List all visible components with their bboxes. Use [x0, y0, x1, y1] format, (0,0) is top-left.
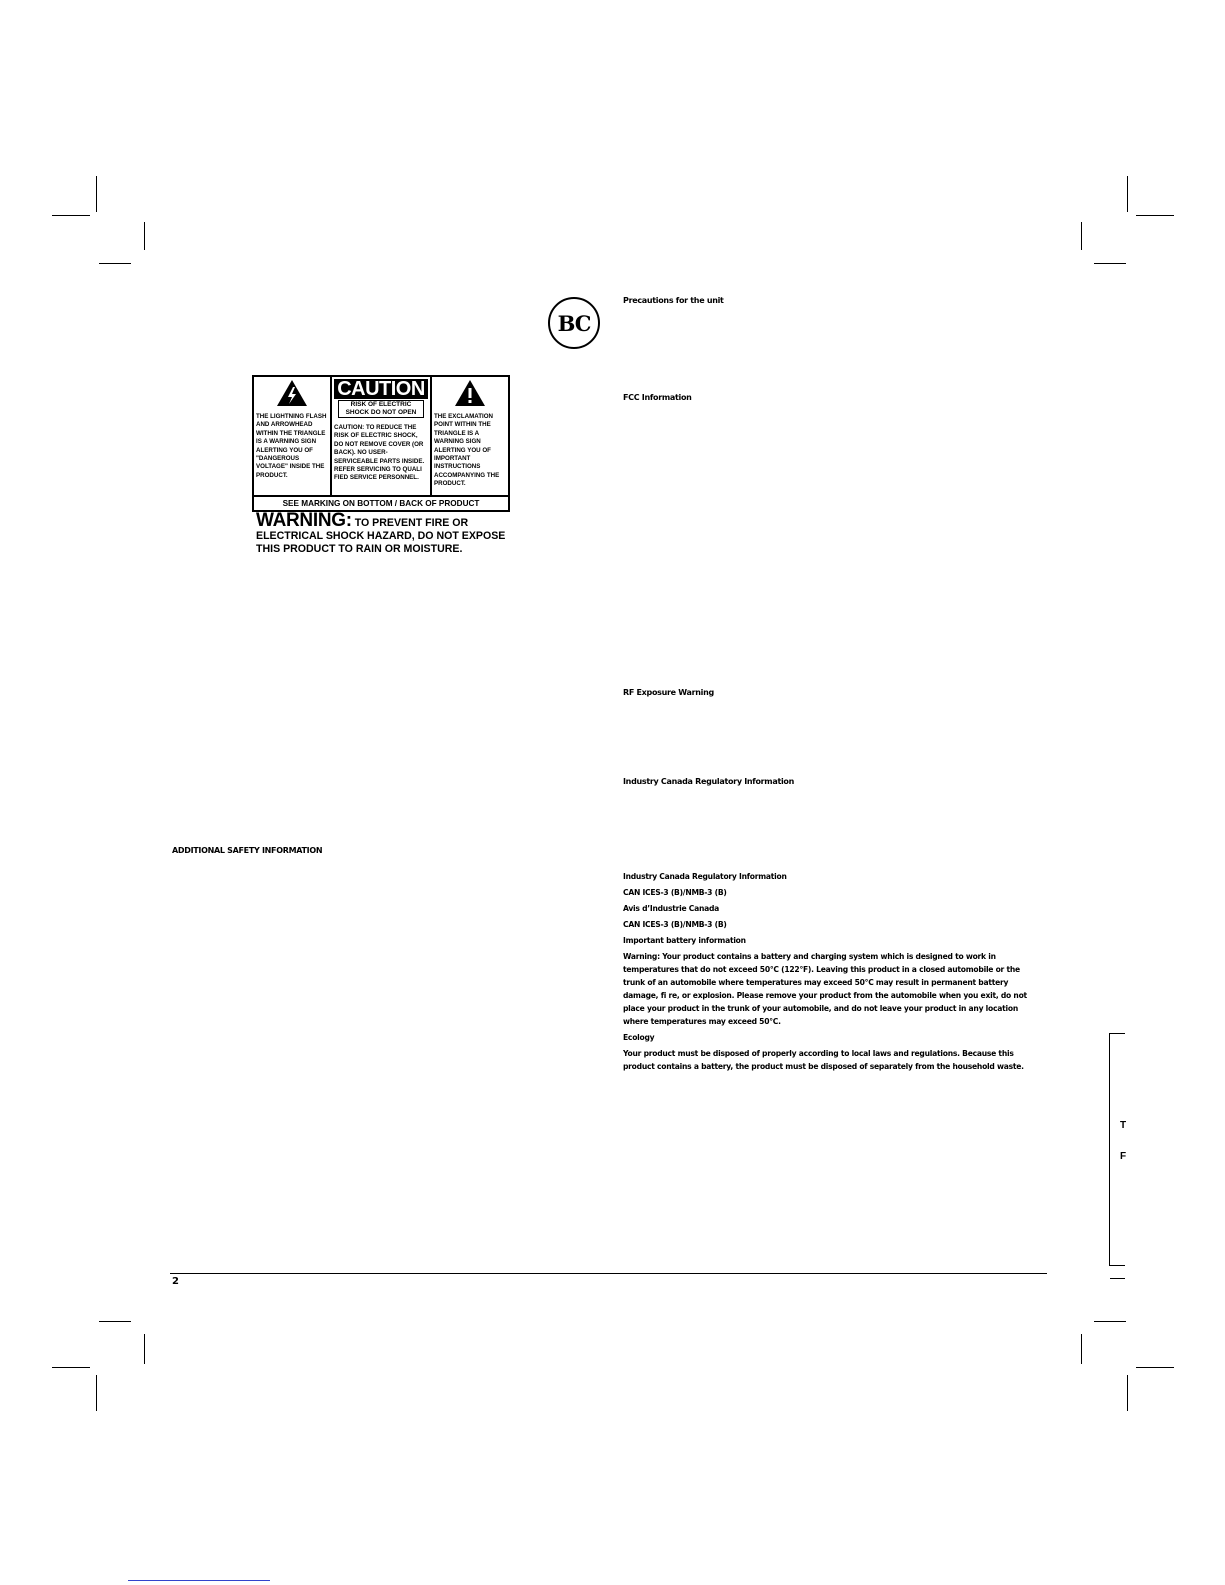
- caution-middle-panel: [332, 377, 432, 495]
- crop-mark: [144, 1334, 145, 1364]
- edge-rule: [1110, 1278, 1125, 1279]
- warning-word: WARNING:: [256, 510, 352, 531]
- caution-middle-text: CAUTION: TO REDUCE THE RISK OF ELECTRIC SHOCK, DO NOT REMOVE COVER (OR BACK). NO USER-SERVICEABLE PARTS INSIDE. REFER SERVICING TO QUALI FIED SERVICE PERSONNEL.: [334, 424, 425, 482]
- battery-line: place your product in the trunk of your automobile, and do not leave your product in any location: [623, 1004, 1018, 1013]
- warning-block: [256, 510, 516, 556]
- ecology-paragraph: [623, 1047, 1043, 1073]
- battery-line: trunk of an automobile where temperatures may exceed 50°C may result in permanent battery: [623, 978, 1009, 987]
- crop-mark: [1127, 1375, 1128, 1411]
- footer-rule: [170, 1273, 1047, 1274]
- crop-mark: [1094, 263, 1126, 264]
- link-underline: [128, 1580, 270, 1581]
- crop-mark: [1136, 1367, 1174, 1368]
- warning-text: TO PREVENT FIRE OR ELECTRICAL SHOCK HAZARD, DO NOT EXPOSE THIS PRODUCT TO RAIN OR MOISTURE.: [256, 517, 506, 555]
- crop-mark: [144, 222, 145, 250]
- caution-right-panel: [432, 377, 508, 495]
- caution-left-panel: [254, 377, 332, 495]
- caution-left-text: THE LIGHTNING FLASH AND ARROWHEAD WITHIN THE TRIANGLE IS A WARNING SIGN ALERTING YOU OF "DANGEROUS VOLTAGE" INSIDE THE PRODUCT.: [256, 413, 327, 479]
- battery-line: where temperatures may exceed 50°C.: [623, 1017, 781, 1026]
- precautions-heading: Precautions for the unit: [623, 296, 724, 305]
- caution-label: [252, 375, 510, 512]
- bc-logo: BC: [548, 297, 600, 349]
- can-ices-line: CAN ICES-3 (B)/NMB-3 (B): [623, 888, 727, 897]
- exclamation-triangle-icon: [454, 379, 486, 407]
- crop-mark: [1136, 215, 1174, 216]
- crop-mark: [52, 1367, 90, 1368]
- ecology-line: Your product must be disposed of properly according to local laws and regulations. Because this: [623, 1049, 1014, 1058]
- crop-mark: [96, 1375, 97, 1411]
- regulatory-block: [623, 870, 1043, 1073]
- page-edge-bracket: [1109, 1033, 1125, 1266]
- avis-industrie-canada: Avis d’Industrie Canada: [623, 904, 720, 913]
- crop-mark: [1081, 1334, 1082, 1364]
- battery-line: damage, fi re, or explosion. Please remove your product from the automobile when you exit, do not: [623, 991, 1027, 1000]
- caution-right-text: THE EXCLAMATION POINT WITHIN THE TRIANGLE IS A WARNING SIGN ALERTING YOU OF IMPORTANT INSTRUCTIONS ACCOMPANYING THE PRODUCT.: [434, 413, 500, 488]
- crop-mark: [96, 176, 97, 212]
- caution-subtitle: RISK OF ELECTRIC SHOCK DO NOT OPEN: [338, 400, 424, 418]
- rf-exposure-heading: RF Exposure Warning: [623, 688, 714, 697]
- battery-line: temperatures that do not exceed 50°C (122°F). Leaving this product in a closed automobile or the: [623, 965, 1020, 974]
- additional-safety-heading: ADDITIONAL SAFETY INFORMATION: [172, 846, 323, 855]
- battery-warning-paragraph: [623, 950, 1043, 1028]
- crop-mark: [1081, 222, 1082, 250]
- caution-title: CAUTION: [334, 379, 428, 399]
- industry-canada-heading-2: Industry Canada Regulatory Information: [623, 872, 787, 881]
- crop-mark: [52, 215, 90, 216]
- caution-label-footer: SEE MARKING ON BOTTOM / BACK OF PRODUCT: [254, 495, 508, 510]
- lightning-triangle-icon: [276, 379, 308, 407]
- edge-letter: T: [1120, 1120, 1127, 1131]
- crop-mark: [1127, 176, 1128, 212]
- crop-mark: [1094, 1321, 1126, 1322]
- ecology-heading: Ecology: [623, 1033, 655, 1042]
- battery-line: Warning: Your product contains a battery and charging system which is designed to work in: [623, 952, 996, 961]
- can-ices-line: CAN ICES-3 (B)/NMB-3 (B): [623, 920, 727, 929]
- fcc-heading: FCC Information: [623, 393, 692, 402]
- edge-letter: F: [1120, 1151, 1127, 1162]
- industry-canada-heading: Industry Canada Regulatory Information: [623, 777, 794, 786]
- crop-mark: [99, 263, 131, 264]
- page-number: 2: [172, 1276, 179, 1287]
- battery-heading: Important battery information: [623, 936, 746, 945]
- ecology-line: product contains a battery, the product must be disposed of separately from the household waste.: [623, 1062, 1024, 1071]
- crop-mark: [99, 1321, 131, 1322]
